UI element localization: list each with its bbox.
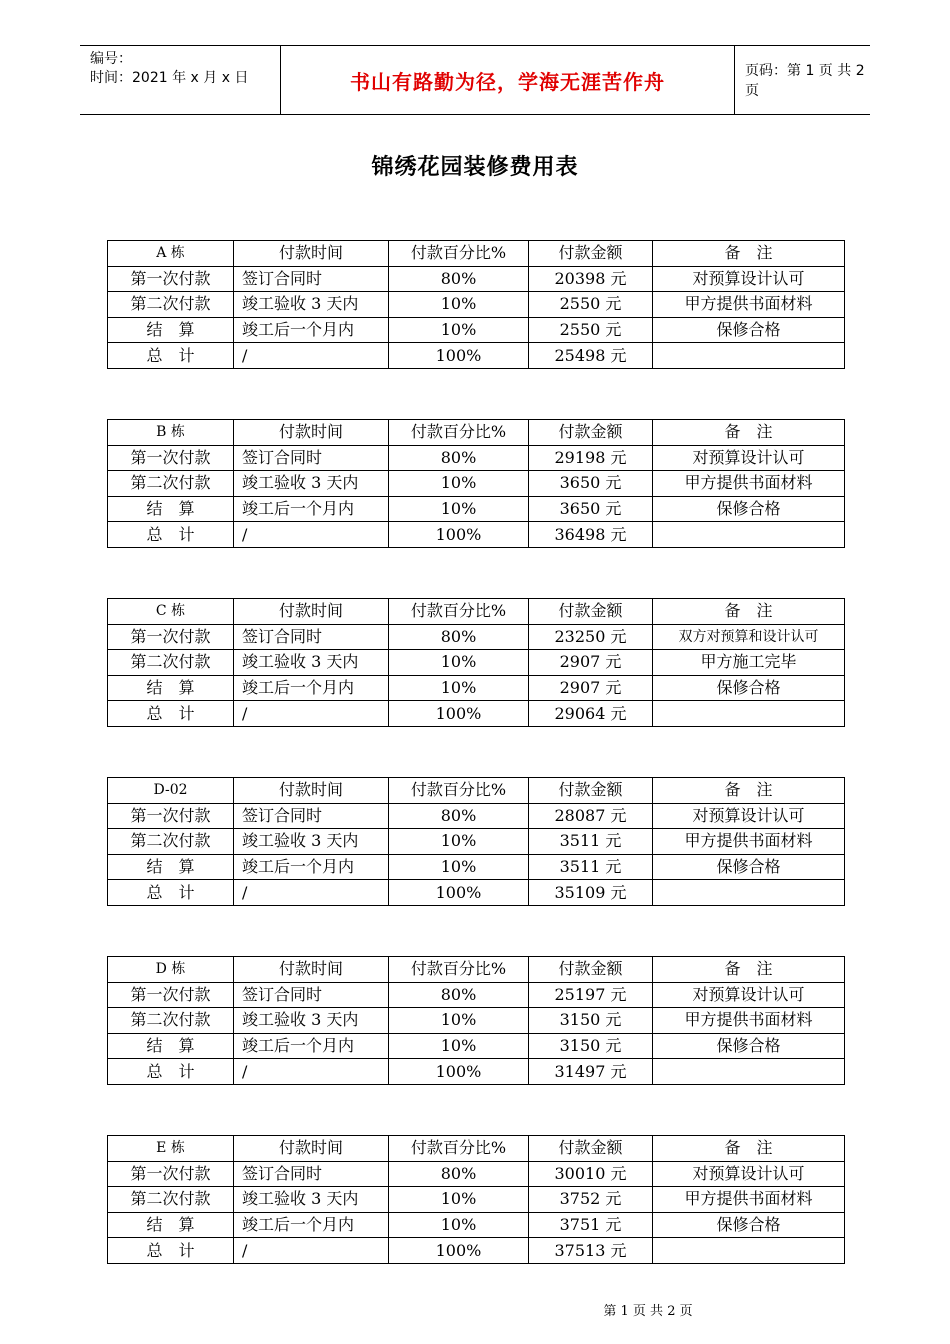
- table-cell: 竣工后一个月内: [234, 1033, 389, 1059]
- table-cell: 结 算: [108, 675, 234, 701]
- table-row: [108, 292, 845, 318]
- column-header: 付款百分比%: [389, 1136, 529, 1162]
- table-cell: 80%: [389, 445, 529, 471]
- column-header: 付款时间: [234, 1136, 389, 1162]
- table-cell: 竣工验收 3 天内: [234, 292, 389, 318]
- column-header: 备 注: [653, 778, 845, 804]
- table-cell: 保修合格: [653, 1033, 845, 1059]
- table-row: [108, 982, 845, 1008]
- column-header: 备 注: [653, 1136, 845, 1162]
- table-cell: 10%: [389, 1187, 529, 1213]
- table-cell: /: [234, 880, 389, 906]
- table-row: [108, 496, 845, 522]
- table-cell: 10%: [389, 854, 529, 880]
- table-cell: 竣工验收 3 天内: [234, 471, 389, 497]
- table-cell: 签订合同时: [234, 445, 389, 471]
- column-header: 付款金额: [529, 778, 653, 804]
- column-header: 付款时间: [234, 778, 389, 804]
- table-row: [108, 1059, 845, 1085]
- table-cell: 对预算设计认可: [653, 982, 845, 1008]
- table-row: [108, 1033, 845, 1059]
- table-row: [108, 1008, 845, 1034]
- header-slogan: 书山有路勤为径，学海无涯苦作舟: [280, 46, 735, 114]
- table-cell: 100%: [389, 1238, 529, 1264]
- table-cell: 保修合格: [653, 675, 845, 701]
- table-cell: 总 计: [108, 1059, 234, 1085]
- table-cell: 签订合同时: [234, 266, 389, 292]
- table-cell: 结 算: [108, 317, 234, 343]
- table-row: [108, 829, 845, 855]
- table-cell: 100%: [389, 522, 529, 548]
- table-cell: 甲方提供书面材料: [653, 292, 845, 318]
- table-cell: 100%: [389, 701, 529, 727]
- table-cell: 80%: [389, 624, 529, 650]
- document-title: 锦绣花园装修费用表: [371, 155, 579, 180]
- table-cell: 23250 元: [529, 624, 653, 650]
- table-cell: 3150 元: [529, 1033, 653, 1059]
- table-cell: 3752 元: [529, 1187, 653, 1213]
- table-cell: 总 计: [108, 1238, 234, 1264]
- table-cell: 10%: [389, 675, 529, 701]
- table-cell: 80%: [389, 982, 529, 1008]
- table-cell: 结 算: [108, 1033, 234, 1059]
- table-cell: 竣工验收 3 天内: [234, 1187, 389, 1213]
- table-cell: 甲方提供书面材料: [653, 1187, 845, 1213]
- table-row: [108, 1238, 845, 1264]
- table-cell: 10%: [389, 1033, 529, 1059]
- table-cell: 10%: [389, 317, 529, 343]
- table-cell: 结 算: [108, 1212, 234, 1238]
- table-cell: 29198 元: [529, 445, 653, 471]
- fee-table: [107, 598, 845, 727]
- table-row: [108, 1161, 845, 1187]
- header-page-info: 页码：第 1 页 共 2 页: [745, 63, 865, 99]
- column-header: 付款时间: [234, 599, 389, 625]
- page-footer: 第 1 页 共 2 页: [603, 1304, 693, 1319]
- table-header-row: [108, 599, 845, 625]
- table-cell: 第一次付款: [108, 803, 234, 829]
- fee-table: [107, 956, 845, 1085]
- table-cell: 29064 元: [529, 701, 653, 727]
- column-header: 付款百分比%: [389, 241, 529, 267]
- table-cell: 2907 元: [529, 650, 653, 676]
- column-header: 付款时间: [234, 241, 389, 267]
- table-cell: 竣工验收 3 天内: [234, 650, 389, 676]
- table-cell: 第二次付款: [108, 471, 234, 497]
- column-header: 付款时间: [234, 420, 389, 446]
- document-number-label: 编号：: [90, 51, 132, 67]
- table-cell: 35109 元: [529, 880, 653, 906]
- table-cell: [653, 1238, 845, 1264]
- table-cell: 10%: [389, 471, 529, 497]
- table-cell: 双方对预算和设计认可: [653, 624, 845, 650]
- table-cell: 2550 元: [529, 292, 653, 318]
- table-cell: 20398 元: [529, 266, 653, 292]
- table-cell: /: [234, 522, 389, 548]
- table-cell: 总 计: [108, 343, 234, 369]
- table-row: [108, 471, 845, 497]
- table-cell: 第一次付款: [108, 982, 234, 1008]
- table-cell: 第二次付款: [108, 650, 234, 676]
- column-header: 备 注: [653, 957, 845, 983]
- table-cell: 第一次付款: [108, 445, 234, 471]
- column-header: 付款金额: [529, 241, 653, 267]
- table-cell: 25197 元: [529, 982, 653, 1008]
- column-header: 付款百分比%: [389, 957, 529, 983]
- table-header-row: [108, 241, 845, 267]
- table-cell: 第二次付款: [108, 1008, 234, 1034]
- table-cell: 10%: [389, 496, 529, 522]
- table-cell: 3751 元: [529, 1212, 653, 1238]
- table-cell: 结 算: [108, 854, 234, 880]
- table-cell: 3650 元: [529, 496, 653, 522]
- column-header: 备 注: [653, 420, 845, 446]
- table-cell: 80%: [389, 266, 529, 292]
- table-cell: 竣工验收 3 天内: [234, 829, 389, 855]
- table-cell: 总 计: [108, 701, 234, 727]
- table-row: [108, 650, 845, 676]
- table-row: [108, 675, 845, 701]
- table-cell: 100%: [389, 1059, 529, 1085]
- table-header-row: [108, 957, 845, 983]
- table-cell: 第一次付款: [108, 266, 234, 292]
- building-label: E 栋: [108, 1136, 234, 1162]
- table-row: [108, 1212, 845, 1238]
- table-cell: 甲方施工完毕: [653, 650, 845, 676]
- column-header: 备 注: [653, 241, 845, 267]
- table-cell: 总 计: [108, 522, 234, 548]
- table-cell: 100%: [389, 343, 529, 369]
- table-header-row: [108, 420, 845, 446]
- table-cell: 3511 元: [529, 829, 653, 855]
- table-cell: [653, 701, 845, 727]
- table-cell: 第一次付款: [108, 624, 234, 650]
- document-time-label: 时间：2021 年 x 月 x 日: [90, 70, 249, 86]
- table-cell: 竣工验收 3 天内: [234, 1008, 389, 1034]
- table-cell: 保修合格: [653, 496, 845, 522]
- table-cell: [653, 880, 845, 906]
- column-header: 付款百分比%: [389, 778, 529, 804]
- table-cell: 对预算设计认可: [653, 266, 845, 292]
- table-cell: 28087 元: [529, 803, 653, 829]
- table-cell: 10%: [389, 292, 529, 318]
- table-cell: 3511 元: [529, 854, 653, 880]
- table-cell: 甲方提供书面材料: [653, 471, 845, 497]
- table-cell: 保修合格: [653, 317, 845, 343]
- fee-table: [107, 777, 845, 906]
- header-meta: [80, 46, 280, 114]
- table-cell: /: [234, 1059, 389, 1085]
- column-header: 付款金额: [529, 1136, 653, 1162]
- table-cell: /: [234, 1238, 389, 1264]
- table-cell: /: [234, 343, 389, 369]
- table-row: [108, 1187, 845, 1213]
- table-cell: 对预算设计认可: [653, 1161, 845, 1187]
- table-cell: 总 计: [108, 880, 234, 906]
- table-header-row: [108, 778, 845, 804]
- table-cell: 3150 元: [529, 1008, 653, 1034]
- table-cell: 保修合格: [653, 1212, 845, 1238]
- column-header: 付款百分比%: [389, 420, 529, 446]
- table-row: [108, 854, 845, 880]
- column-header: 付款时间: [234, 957, 389, 983]
- table-row: [108, 266, 845, 292]
- table-cell: 签订合同时: [234, 624, 389, 650]
- table-cell: 80%: [389, 803, 529, 829]
- table-cell: 第一次付款: [108, 1161, 234, 1187]
- table-cell: [653, 1059, 845, 1085]
- table-cell: 甲方提供书面材料: [653, 1008, 845, 1034]
- table-header-row: [108, 1136, 845, 1162]
- table-cell: 竣工后一个月内: [234, 496, 389, 522]
- table-cell: 竣工后一个月内: [234, 1212, 389, 1238]
- table-cell: /: [234, 701, 389, 727]
- table-cell: 2907 元: [529, 675, 653, 701]
- table-cell: 37513 元: [529, 1238, 653, 1264]
- table-row: [108, 445, 845, 471]
- table-cell: 100%: [389, 880, 529, 906]
- table-cell: 对预算设计认可: [653, 803, 845, 829]
- building-label: B 栋: [108, 420, 234, 446]
- column-header: 付款金额: [529, 599, 653, 625]
- table-cell: 签订合同时: [234, 982, 389, 1008]
- column-header: 备 注: [653, 599, 845, 625]
- page-header: [80, 45, 870, 115]
- table-cell: 10%: [389, 1212, 529, 1238]
- table-row: [108, 343, 845, 369]
- table-cell: 31497 元: [529, 1059, 653, 1085]
- table-cell: 25498 元: [529, 343, 653, 369]
- table-cell: [653, 522, 845, 548]
- table-cell: 第二次付款: [108, 1187, 234, 1213]
- table-cell: 对预算设计认可: [653, 445, 845, 471]
- table-row: [108, 803, 845, 829]
- building-label: A 栋: [108, 241, 234, 267]
- table-cell: 3650 元: [529, 471, 653, 497]
- building-label: D-02: [108, 778, 234, 804]
- table-cell: 签订合同时: [234, 803, 389, 829]
- table-cell: 第二次付款: [108, 829, 234, 855]
- fee-table: [107, 1135, 845, 1264]
- table-cell: 36498 元: [529, 522, 653, 548]
- table-cell: 2550 元: [529, 317, 653, 343]
- table-cell: [653, 343, 845, 369]
- building-label: C 栋: [108, 599, 234, 625]
- fee-table: [107, 419, 845, 548]
- building-label: D 栋: [108, 957, 234, 983]
- column-header: 付款百分比%: [389, 599, 529, 625]
- table-row: [108, 317, 845, 343]
- table-cell: 竣工后一个月内: [234, 317, 389, 343]
- table-cell: 10%: [389, 829, 529, 855]
- table-cell: 10%: [389, 650, 529, 676]
- table-row: [108, 522, 845, 548]
- fee-table: [107, 240, 845, 369]
- table-row: [108, 701, 845, 727]
- table-cell: 签订合同时: [234, 1161, 389, 1187]
- table-cell: 竣工后一个月内: [234, 854, 389, 880]
- column-header: 付款金额: [529, 957, 653, 983]
- column-header: 付款金额: [529, 420, 653, 446]
- table-row: [108, 624, 845, 650]
- table-cell: 竣工后一个月内: [234, 675, 389, 701]
- table-row: [108, 880, 845, 906]
- table-cell: 80%: [389, 1161, 529, 1187]
- table-cell: 保修合格: [653, 854, 845, 880]
- table-cell: 第二次付款: [108, 292, 234, 318]
- table-cell: 结 算: [108, 496, 234, 522]
- table-cell: 甲方提供书面材料: [653, 829, 845, 855]
- table-cell: 10%: [389, 1008, 529, 1034]
- table-cell: 30010 元: [529, 1161, 653, 1187]
